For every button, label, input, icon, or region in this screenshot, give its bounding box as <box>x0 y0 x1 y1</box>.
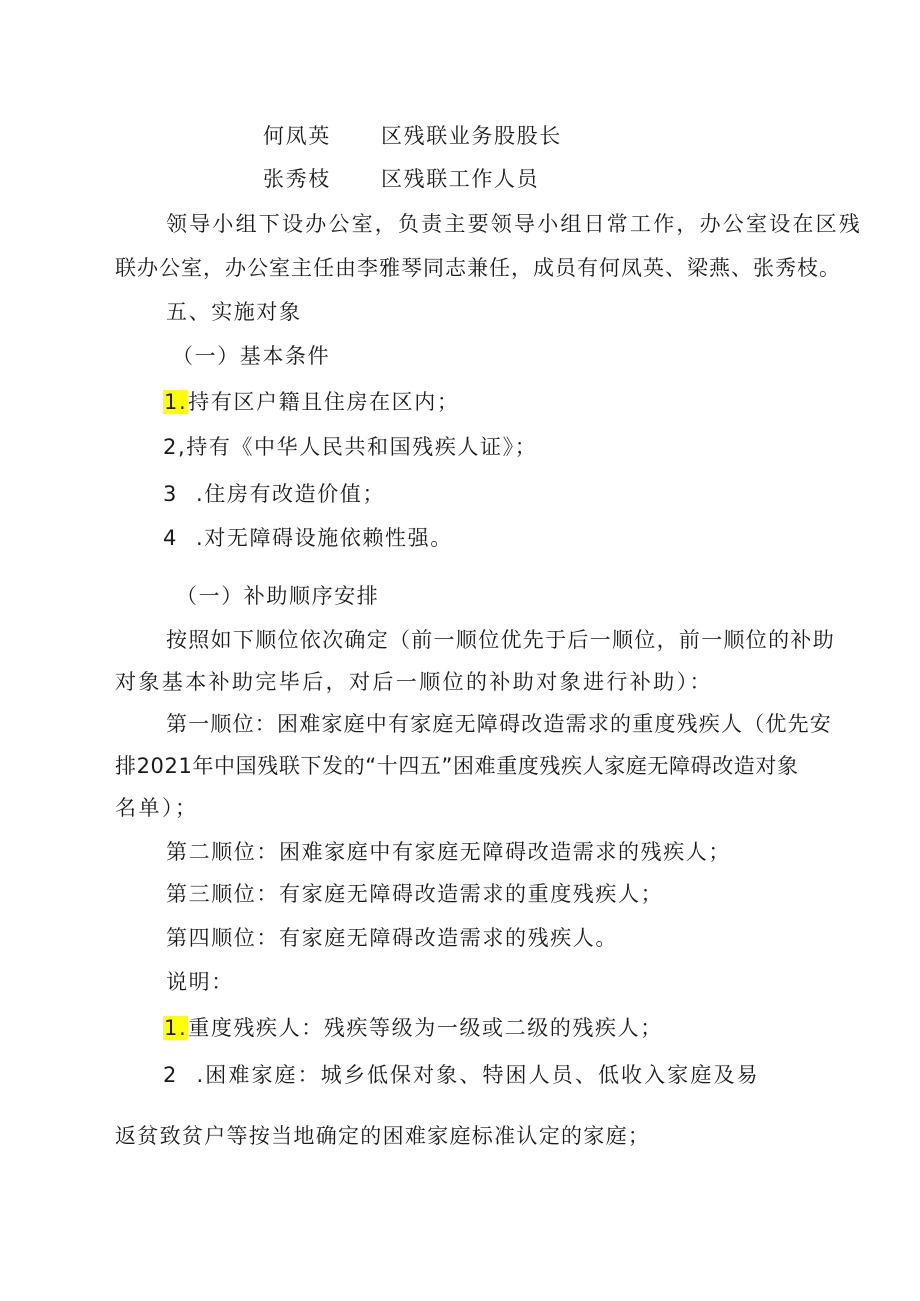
first-rank-line-3: 名单）； <box>115 796 199 820</box>
subsection-heading: （一）补助顺序安排 <box>176 584 380 608</box>
condition-text: .对无障碍设施依赖性强。 <box>195 526 453 550</box>
condition-number: 4 <box>163 526 178 550</box>
notes-heading: 说明： <box>166 970 234 994</box>
note-item-1 <box>163 1014 663 1042</box>
second-rank: 第二顺位：困难家庭中有家庭无障碍改造需求的残疾人； <box>166 840 731 864</box>
member-name: 何凤英 <box>263 124 331 148</box>
condition-item-2 <box>163 433 537 461</box>
order-intro-line-1: 按照如下顺位依次确定（前一顺位优先于后一顺位，前一顺位的补助 <box>166 628 835 652</box>
first-rank-line-2: 排2021年中国残联下发的“十四五”困难重度残疾人家庭无障碍改造对象 <box>115 754 799 778</box>
office-paragraph-line-2: 联办公室，办公室主任由李雅琴同志兼任，成员有何凤英、梁燕、张秀枝。 <box>115 256 841 280</box>
condition-text: 持有《中华人民共和国残疾人证》； <box>186 435 538 459</box>
note-item-2-continuation: 返贫致贫户等按当地确定的困难家庭标准认定的家庭； <box>115 1124 651 1148</box>
first-rank-line-1: 第一顺位：困难家庭中有家庭无障碍改造需求的重度残疾人（优先安 <box>166 712 832 736</box>
subsection-heading: （一）基本条件 <box>172 344 331 368</box>
fourth-rank: 第四顺位：有家庭无障碍改造需求的残疾人。 <box>166 926 618 950</box>
condition-text: 持有区户籍且住房在区内； <box>188 390 460 414</box>
note-text: .困难家庭：城乡低保对象、特困人员、低收入家庭及易 <box>196 1063 760 1087</box>
member-role: 区残联业务股股长 <box>381 124 562 148</box>
condition-item-1 <box>163 388 459 416</box>
condition-item-4 <box>163 524 453 552</box>
note-item-2 <box>163 1061 760 1089</box>
section-heading: 五、实施对象 <box>166 300 302 324</box>
member-row-1 <box>263 122 562 150</box>
condition-number: 3 <box>163 482 178 506</box>
office-paragraph-line-1: 领导小组下设办公室，负责主要领导小组日常工作，办公室设在区残 <box>166 212 862 236</box>
note-number: 2 <box>163 1063 179 1087</box>
member-role: 区残联工作人员 <box>381 167 540 191</box>
condition-item-3 <box>163 480 385 508</box>
condition-number: 2, <box>163 435 187 459</box>
third-rank: 第三顺位：有家庭无障碍改造需求的重度残疾人； <box>166 882 664 906</box>
member-row-2 <box>263 165 539 193</box>
member-name: 张秀枝 <box>263 167 331 191</box>
condition-text: .住房有改造价值； <box>195 482 386 506</box>
note-text: 重度残疾人：残疾等级为一级或二级的残疾人； <box>188 1016 663 1040</box>
highlighted-number: 1. <box>164 390 188 414</box>
highlighted-number: 1. <box>164 1016 188 1040</box>
order-intro-line-2: 对象基本补助完毕后，对后一顺位的补助对象进行补助）： <box>115 670 713 694</box>
